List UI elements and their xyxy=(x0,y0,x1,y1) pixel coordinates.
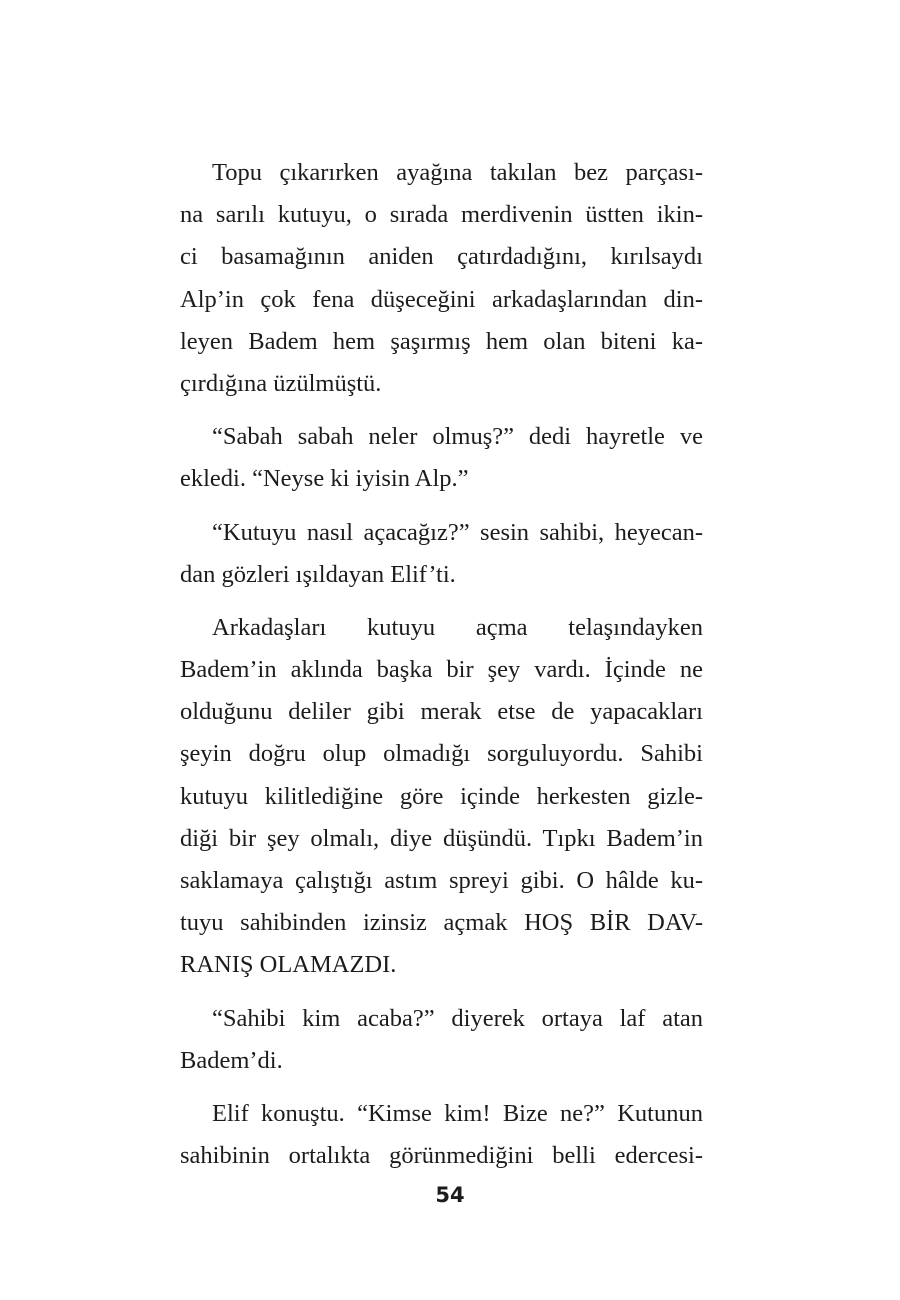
text-line: Alp’in çok fena düşeceğini arkadaşlarından din- xyxy=(180,285,703,313)
text-line: olduğunu deliler gibi merak etse de yapacakları xyxy=(180,698,703,726)
text-line: Badem’in aklında başka bir şey vardı. İçinde ne xyxy=(180,656,703,684)
paragraph-3 xyxy=(180,512,703,596)
paragraph-1 xyxy=(180,152,703,405)
text-line: çırdığına üzülmüştü. xyxy=(180,369,382,397)
body-text xyxy=(180,152,703,1188)
text-line: “Sabah sabah neler olmuş?” dedi hayretle ve xyxy=(212,423,703,451)
text-line: tuyu sahibinden izinsiz açmak HOŞ BİR DAV- xyxy=(180,909,703,937)
text-line: leyen Badem hem şaşırmış hem olan biteni ka- xyxy=(180,327,703,355)
text-line: şeyin doğru olup olmadığı sorguluyordu. Sahibi xyxy=(180,740,703,768)
text-line: Elif konuştu. “Kimse kim! Bize ne?” Kutunun xyxy=(212,1099,703,1127)
text-line: dan gözleri ışıldayan Elif’ti. xyxy=(180,560,456,588)
text-line: ci basamağının aniden çatırdadığını, kırılsaydı xyxy=(180,243,703,271)
text-line: diği bir şey olmalı, diye düşündü. Tıpkı Badem’in xyxy=(180,824,703,852)
paragraph-6 xyxy=(180,1093,703,1177)
page-number: 54 xyxy=(435,1183,465,1207)
text-line: Badem’di. xyxy=(180,1046,283,1074)
paragraph-4 xyxy=(180,607,703,987)
paragraph-5 xyxy=(180,998,703,1082)
text-line: sahibinin ortalıkta görünmediğini belli edercesi- xyxy=(180,1142,703,1170)
text-line: saklamaya çalıştığı astım spreyi gibi. O hâlde ku- xyxy=(180,867,703,894)
text-line: Topu çıkarırken ayağına takılan bez parçası- xyxy=(212,159,703,186)
text-line: RANIŞ OLAMAZDI. xyxy=(180,951,397,979)
text-line: “Kutuyu nasıl açacağız?” sesin sahibi, heyecan- xyxy=(212,518,703,546)
text-line: Arkadaşları kutuyu açma telaşındayken xyxy=(212,613,703,641)
paragraph-2 xyxy=(180,416,703,500)
text-line: na sarılı kutuyu, o sırada merdivenin üstten ikin- xyxy=(180,201,703,229)
text-line: “Sahibi kim acaba?” diyerek ortaya laf atan xyxy=(212,1004,703,1032)
text-line: kutuyu kilitlediğine göre içinde herkesten gizle- xyxy=(180,782,703,810)
text-line: ekledi. “Neyse ki iyisin Alp.” xyxy=(180,465,469,493)
